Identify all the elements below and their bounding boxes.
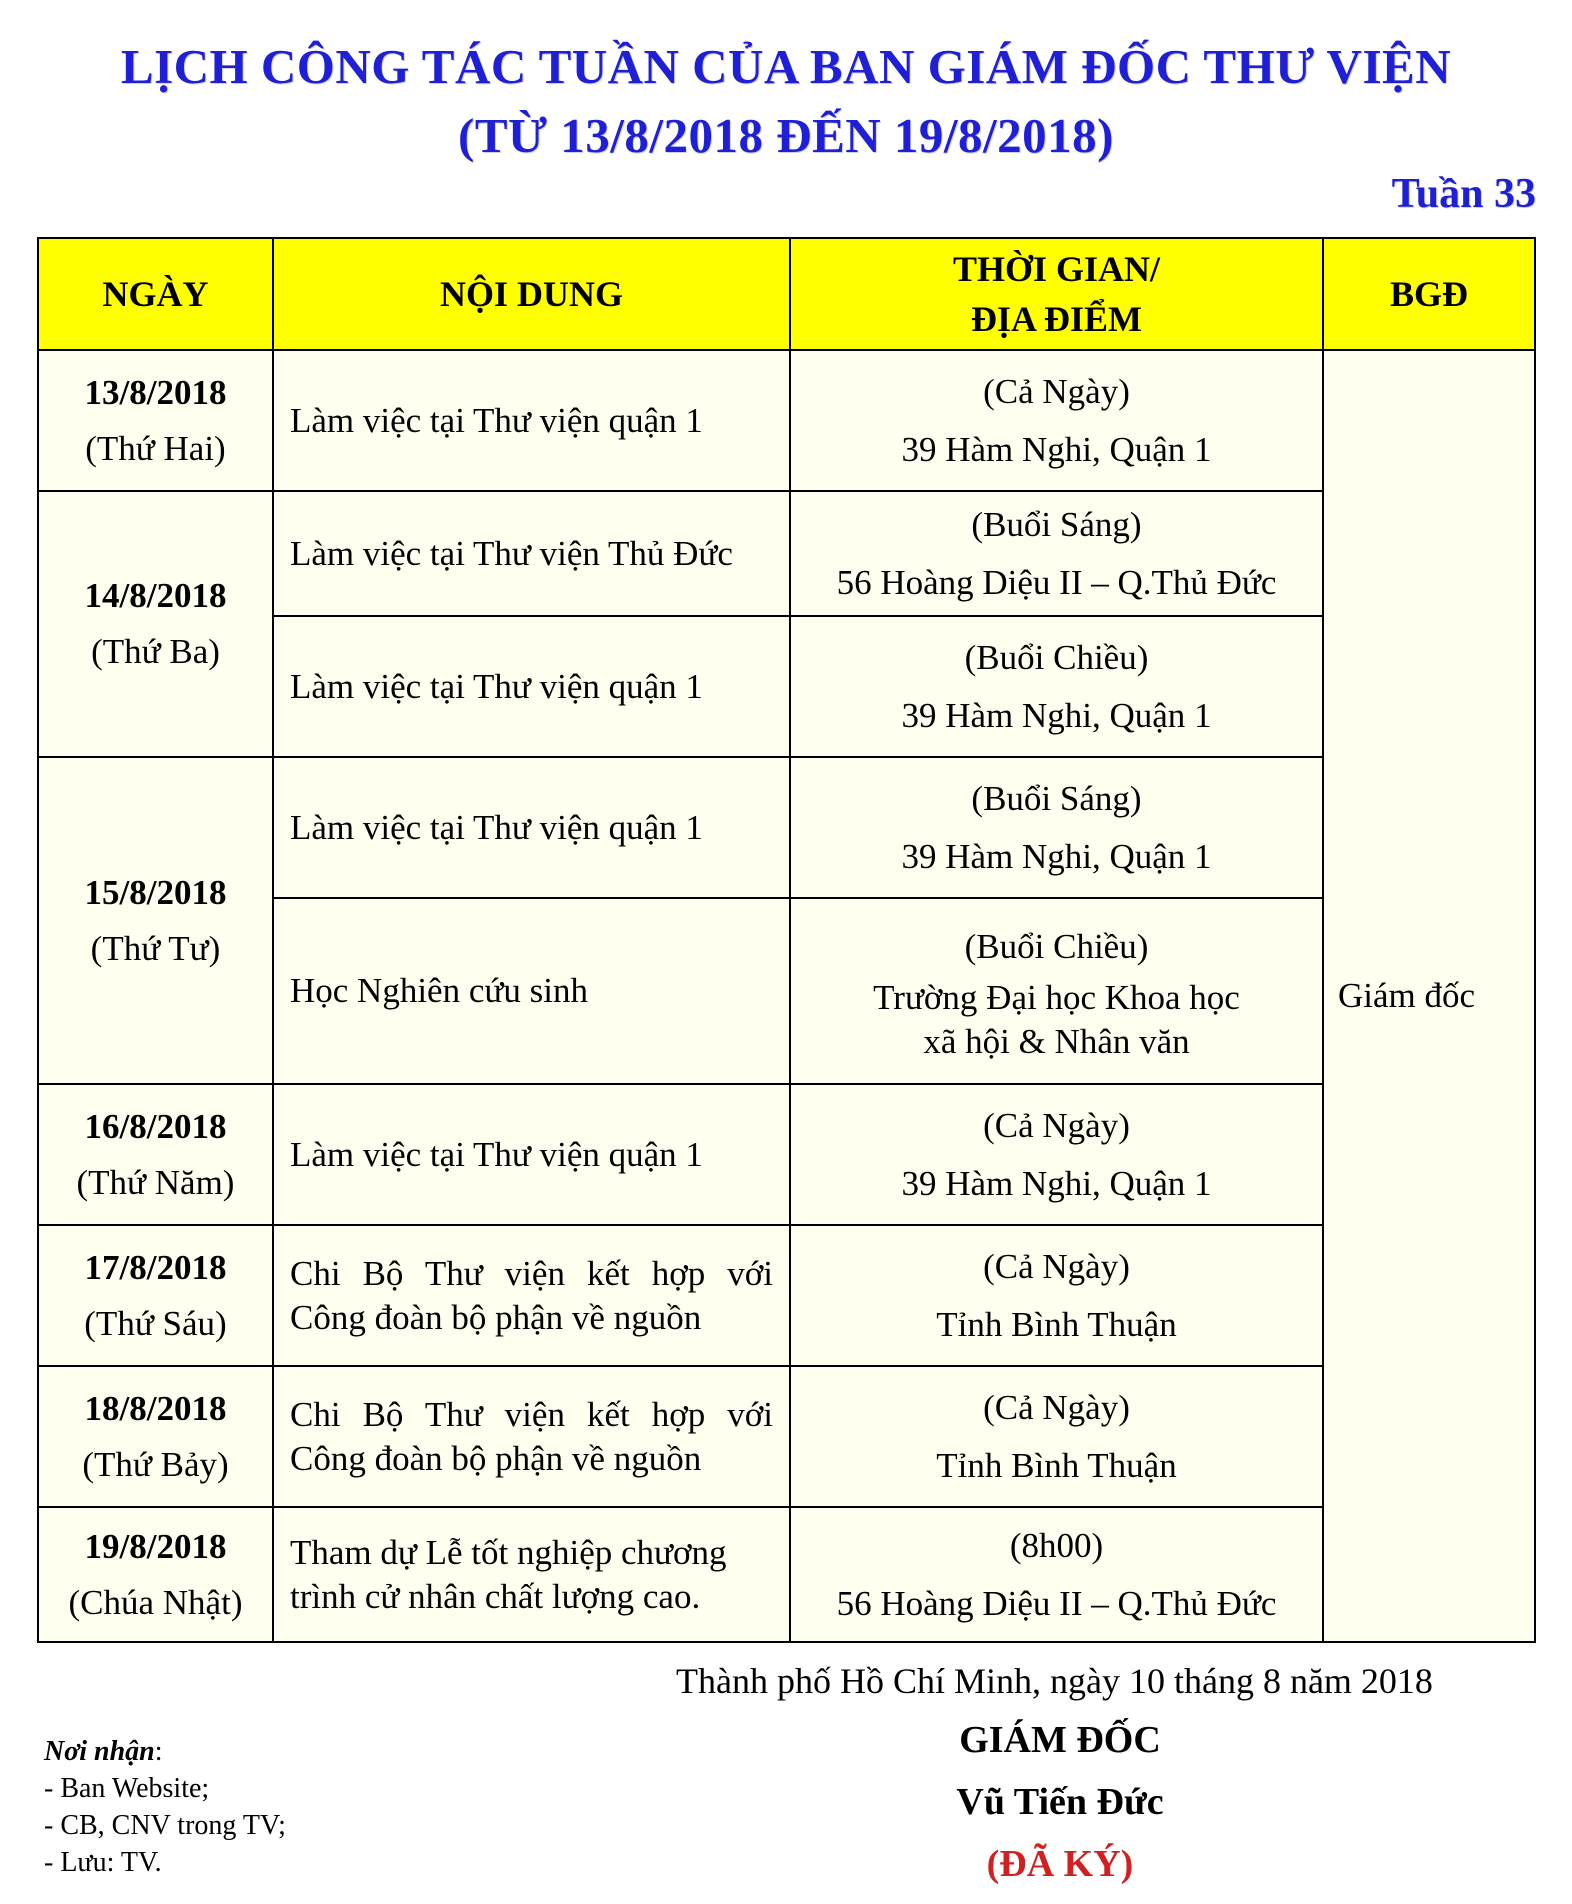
weekday: (Thứ Tư) xyxy=(90,928,221,968)
time: (Buổi Sáng) xyxy=(971,778,1142,818)
date-cell xyxy=(38,1507,273,1642)
date: 13/8/2018 xyxy=(84,372,227,412)
recipients-title: Nơi nhận xyxy=(44,1736,155,1767)
date: 16/8/2018 xyxy=(84,1106,227,1146)
recipient-item: - Ban Website; xyxy=(44,1773,210,1804)
signed-note: (ĐÃ KÝ) xyxy=(986,1843,1134,1885)
table-row xyxy=(38,1084,1535,1225)
weekday: (Thứ Ba) xyxy=(91,632,220,671)
page-title: LỊCH CÔNG TÁC TUẦN CỦA BAN GIÁM ĐỐC THƯ VIỆN xyxy=(120,39,1452,94)
page-subtitle-date-range: (TỪ 13/8/2018 ĐẾN 19/8/2018) xyxy=(458,108,1114,163)
recipient-item: - CB, CNV trong TV; xyxy=(44,1810,286,1841)
date-cell xyxy=(38,1225,273,1366)
table-row xyxy=(38,1225,1535,1366)
place: 56 Hoàng Diệu II – Q.Thủ Đức xyxy=(836,562,1277,602)
signer-position: GIÁM ĐỐC xyxy=(959,1719,1161,1761)
column-header-content: NỘI DUNG xyxy=(273,238,790,350)
time: (Buổi Chiều) xyxy=(964,927,1149,966)
table-row xyxy=(38,350,1535,491)
time-place-cell xyxy=(790,898,1323,1084)
column-header-place: ĐỊA ĐIỂM xyxy=(970,299,1143,339)
place: 39 Hàm Nghi, Quận 1 xyxy=(901,429,1212,469)
week-number: Tuần 33 xyxy=(1391,171,1536,217)
time-place-cell xyxy=(790,1225,1323,1366)
weekday: (Chúa Nhật) xyxy=(68,1582,243,1622)
time: (Buổi Chiều) xyxy=(964,637,1149,677)
column-header-time-place xyxy=(790,238,1323,350)
place: 56 Hoàng Diệu II – Q.Thủ Đức xyxy=(836,1583,1277,1623)
signer-name: Vũ Tiến Đức xyxy=(956,1781,1164,1823)
content-cell: Làm việc tại Thư viện quận 1 xyxy=(273,616,790,757)
time-place-cell xyxy=(790,1507,1323,1642)
place: Tỉnh Bình Thuận xyxy=(936,1304,1177,1344)
date: 17/8/2018 xyxy=(84,1247,227,1287)
content-cell: Làm việc tại Thư viện quận 1 xyxy=(273,350,790,491)
schedule-table xyxy=(37,237,1536,1643)
place: 39 Hàm Nghi, Quận 1 xyxy=(901,836,1212,876)
place: Tỉnh Bình Thuận xyxy=(936,1445,1177,1485)
content-cell: Làm việc tại Thư viện quận 1 xyxy=(273,757,790,898)
time-place-cell xyxy=(790,1084,1323,1225)
column-header-date: NGÀY xyxy=(38,238,273,350)
weekday: (Thứ Bảy) xyxy=(82,1444,229,1484)
table-header-row xyxy=(38,238,1535,350)
content-cell: Làm việc tại Thư viện Thủ Đức xyxy=(273,491,790,616)
content-cell: Chi Bộ Thư viện kết hợp với Công đoàn bộ phận về nguồn xyxy=(273,1225,790,1366)
time: (Cả Ngày) xyxy=(983,1105,1130,1145)
weekday: (Thứ Hai) xyxy=(85,428,226,468)
table-row xyxy=(38,1507,1535,1642)
date-cell xyxy=(38,757,273,1084)
time: (8h00) xyxy=(1009,1525,1104,1565)
table-row xyxy=(38,491,1535,616)
date-cell xyxy=(38,1084,273,1225)
table-row xyxy=(38,1366,1535,1507)
date-cell xyxy=(38,491,273,757)
content-cell: Học Nghiên cứu sinh xyxy=(273,898,790,1084)
time: (Buổi Sáng) xyxy=(971,504,1142,544)
time-place-cell xyxy=(790,350,1323,491)
date-cell xyxy=(38,350,273,491)
time: (Cả Ngày) xyxy=(983,1246,1130,1286)
content-cell: Chi Bộ Thư viện kết hợp với Công đoàn bộ phận về nguồn xyxy=(273,1366,790,1507)
date-cell xyxy=(38,1366,273,1507)
place: Trường Đại học Khoa học xyxy=(873,978,1240,1017)
place: 39 Hàm Nghi, Quận 1 xyxy=(901,695,1212,735)
table-row xyxy=(38,757,1535,898)
time-place-cell xyxy=(790,757,1323,898)
time: (Cả Ngày) xyxy=(983,371,1130,411)
content-cell: Tham dự Lễ tốt nghiệp chương trình cử nhân chất lượng cao. xyxy=(273,1507,790,1642)
date: 18/8/2018 xyxy=(84,1388,227,1428)
date: 15/8/2018 xyxy=(84,872,227,912)
place-line-2: xã hội & Nhân văn xyxy=(923,1022,1190,1061)
recipients-block: Nơi nhận: - Ban Website; - CB, CNV trong TV; - Lưu: TV. xyxy=(44,1733,286,1881)
bgd-cell: Giám đốc xyxy=(1323,350,1535,1642)
recipient-item: - Lưu: TV. xyxy=(44,1847,162,1878)
column-header-bgd: BGĐ xyxy=(1323,238,1535,350)
column-header-time: THỜI GIAN/ xyxy=(952,249,1161,289)
time-place-cell xyxy=(790,1366,1323,1507)
weekday: (Thứ Sáu) xyxy=(84,1303,227,1343)
weekday: (Thứ Năm) xyxy=(76,1162,235,1202)
city-date-line: Thành phố Hồ Chí Minh, ngày 10 tháng 8 năm 2018 xyxy=(676,1661,1433,1701)
time-place-cell xyxy=(790,616,1323,757)
time-place-cell xyxy=(790,491,1323,616)
content-cell: Làm việc tại Thư viện quận 1 xyxy=(273,1084,790,1225)
time: (Cả Ngày) xyxy=(983,1387,1130,1427)
place: 39 Hàm Nghi, Quận 1 xyxy=(901,1163,1212,1203)
date: 14/8/2018 xyxy=(84,576,227,615)
date: 19/8/2018 xyxy=(84,1526,227,1566)
